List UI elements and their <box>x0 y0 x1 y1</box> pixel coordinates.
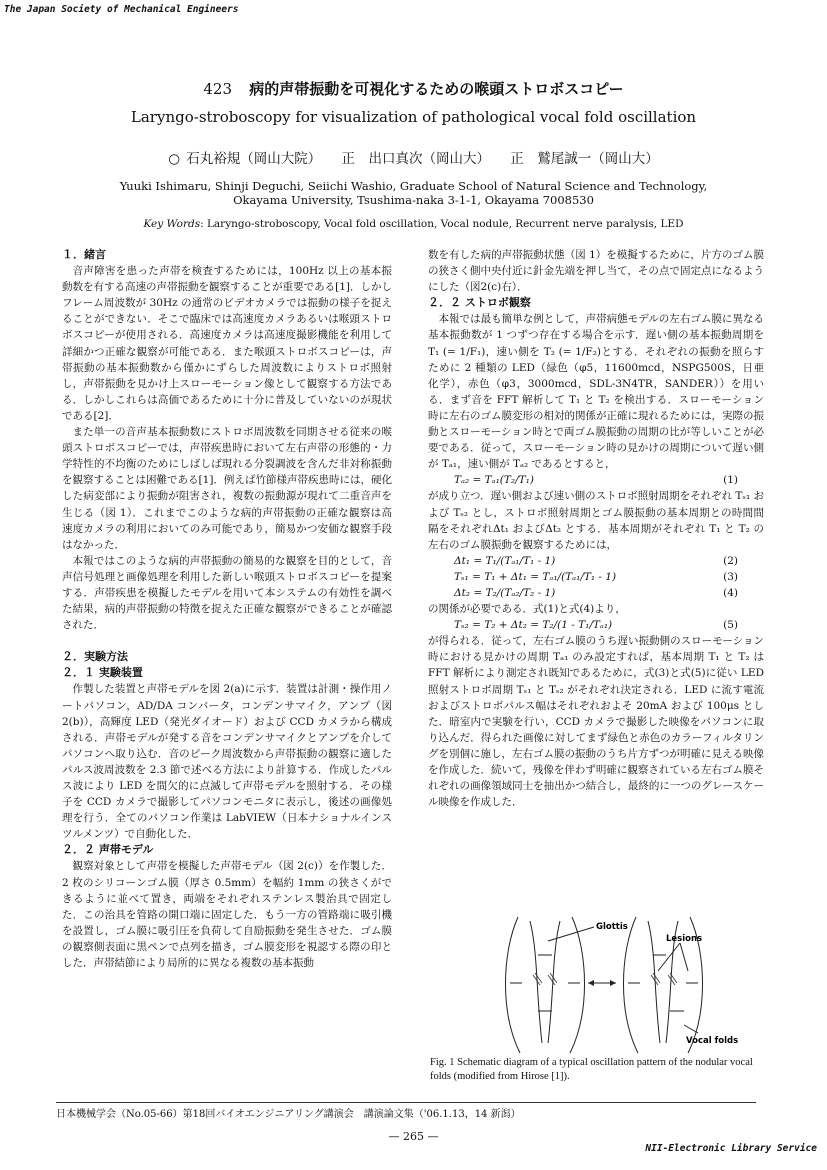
authors-japanese: ○ 石丸裕規（岡山大院） 正 出口真次（岡山大） 正 鷲尾誠一（岡山大） <box>168 151 659 167</box>
equation-2 <box>428 553 764 569</box>
equation-5 <box>428 617 764 633</box>
keywords-label: Key Words <box>143 218 201 230</box>
paragraph: 本報ではこのような病的声帯振動の簡易的な観察を目的として，音声信号処理と画像処理を利用した新しい喉頭ストロボスコピーを提案する．声帯疾患を模擬したモデルを用いて本システムの有効性を調べた結果，病的声帯振動の特徴を捉えた正確な観察ができることが確認された． <box>62 554 392 632</box>
paragraph: が得られる．従って，左右ゴム膜のうち遅い振動側のスローモーション時における見かけの周期 Tₐ₁ のみ設定すれば，基本周期 T₁ と T₂ は FFT 解析により測定され既知であるために，式(3)と式(5)に従い LED 照射ストロボ周期 Tₛ₁ と Tₛ₂ がそれぞれ決定される．LED に流す電流およびストロボパルス幅はそれぞれおよそ 20mA および 100μs とした．暗室内で実験を行い，CCD カメラで撮影した映像をパソコンに取り込んだ．得られた画像に対してまず緑色と赤色のカラーフィルタリングを別個に施し，左右ゴム膜の振動のうち片方ずつが明確に見える映像を作成した．続いて，残像を伴わず明確に観察されている左右ゴム膜それぞれの画像領域同士を抽出かつ結合し，最終的に一つのグレースケール映像を作成した． <box>428 635 764 809</box>
subsection-strobe-heading: ２．２ ストロボ観察 <box>428 296 531 310</box>
paper-number: 423 <box>203 80 232 98</box>
equation-text: Tₛ₂ = T₂ + Δt₂ = T₂/(1 - T₁/Tₐ₁) <box>454 619 613 632</box>
subsection-model-heading: ２．２ 声帯モデル <box>62 843 154 857</box>
conference-footer: 日本機械学会（No.05-66）第18回バイオエンジニアリング講演会 講演論文集（'06.1.13，14 新潟） <box>56 1102 756 1120</box>
keywords-text: : Laryngo-stroboscopy, Vocal fold oscillation, Vocal nodule, Recurrent nerve paralysis, LED <box>200 218 684 230</box>
authors-english <box>0 179 827 207</box>
paragraph: の関係が必要である．式(1)と式(4)より， <box>428 603 626 616</box>
subsection-apparatus-heading: ２．１ 実験装置 <box>62 666 143 680</box>
paragraph: また単一の音声基本振動数にストロボ周波数を同期させる従来の喉頭ストロボスコピーでは，声帯疾患時において左右声帯の形態的・力学特性的不均衡のためにしばしば現れる分裂調波を含んだ非対称振動を観察することは困難である[1]．例えば竹節様声帯疾患時には，硬化した病変部により振動が阻害され，複数の振動源が現れて二重音声を生じる（図 1）．これまでこのような病的声帯振動の正確な観察は高速度カメラの利用においてのみ可能であり，簡易かつ安価な観察手段はなかった． <box>62 426 392 551</box>
label-vocal-folds: Vocal folds <box>686 1036 739 1046</box>
equation-number: (4) <box>723 586 738 599</box>
authors-en-line-2: Okayama University, Tsushima-naka 3-1-1, Okayama 7008530 <box>233 193 594 207</box>
paragraph: 音声障害を患った声帯を検査するためには，100Hz 以上の基本振動数を有する高速の声帯振動を観察することが重要である[1]．しかしフレーム周波数が 30Hz の通常のビデオカメラでは振動の様子を捉えることができない．そこで臨床では高速度カメラあるいは喉頭ストロボスコピーが使用される．高速度カメラは高速度撮影機能を利用して詳細かつ正確な観察が可能である．また喉頭ストロボスコピーは，声帯振動の基本振動数から僅かにずらした周波数によりストロボ照射し，声帯振動を見かけ上スローモーション像として観察する方法である．しかしこれらは高価であるために十分に普及していないのが現状である[2]． <box>62 265 392 422</box>
equation-3 <box>428 569 764 585</box>
keywords <box>0 218 827 230</box>
right-column <box>428 247 764 810</box>
title-japanese <box>0 78 827 99</box>
equation-number: (1) <box>723 474 738 487</box>
title-english: Laryngo-stroboscopy for visualization of pathological vocal fold oscillation <box>130 108 697 126</box>
left-fold-inner-left <box>530 921 542 1043</box>
equation-number: (5) <box>723 619 738 632</box>
journal-header: The Japan Society of Mechanical Engineers <box>4 4 239 15</box>
paragraph: 本報では最も簡単な例として，声帯病態モデルの左右ゴム膜に異なる基本振動数が 1 つずつ存在する場合を示す．遅い側の基本振動周期を T₁ (= 1/F₁)，速い側を T₂ (= 1/F₂)とする．それぞれの振動を照らすために 2 種類の LED（緑色（φ5，11600mcd，NSPG500S，日亜化学），赤色（φ3，3000mcd，SDL-3N4TR，SANDER））を用いる．まず音を FFT 解析して T₁ と T₂ を検出する．スローモーション時に左右のゴム膜変形の相対的関係が正確に現れるためには，実際の振動とスローモーション時とで両ゴム膜振動の周期の比が等しいことが必要である．従って，スローモーション時の見かけの周期について遅い側が Tₐ₁，速い側が Tₐ₂ であるとすると， <box>428 313 764 471</box>
left-fold-outer-left <box>506 917 521 1053</box>
equation-text: Δt₂ = T₂/(Tₐ₂/T₂ - 1) <box>454 586 556 599</box>
page-number: — 265 — <box>388 1130 439 1143</box>
equation-text: Tₐ₂ = Tₐ₁(T₂/T₁) <box>454 474 534 487</box>
paragraph: が成り立つ．遅い側および速い側のストロボ照射周期をそれぞれ Tₛ₁ および Tₛ₂ とし，ストロボ照射周期とゴム膜振動の基本周期との時間間隔をそれぞれΔt₁ およびΔt₂ とする．基本周期がそれぞれ T₁ と T₂ の左右のゴム膜振動を観察するためには， <box>428 490 765 551</box>
title-ja-text: 病的声帯振動を可視化するための喉頭ストロボスコピー <box>249 80 624 98</box>
equation-number: (2) <box>723 554 738 567</box>
equation-number: (3) <box>723 570 738 583</box>
section-introduction-heading: １．緒言 <box>62 248 106 261</box>
equation-4 <box>428 585 764 601</box>
figure-vocal-fold-diagram <box>488 913 743 1056</box>
left-fold-outer-right <box>570 917 585 1053</box>
right-fold-inner-left <box>648 921 660 1043</box>
equation-text: Tₛ₁ = T₁ + Δt₁ = Tₐ₁/(Tₐ₁/T₁ - 1) <box>454 570 617 583</box>
authors-en-line-1: Yuuki Ishimaru, Shinji Deguchi, Seiichi Washio, Graduate School of Natural Science and Technology, <box>119 179 708 193</box>
label-glottis: Glottis <box>596 922 628 932</box>
left-column <box>62 247 392 971</box>
paragraph: 作製した装置と声帯モデルを図 2(a)に示す．装置は計測・操作用ノートパソコン，AD/DA コンバータ，コンデンサマイク，アンプ（図 2(b)），高輝度 LED（発光ダイオード）および CCD カメラから構成される．声帯モデルが発する音をコンデンサマイクとアンプを介してパソコンへ取り込む．音のピーク周波数から声帯振動の観察に適したパルス波周波数を 2.3 節で述べる方法により計算する．作成したパルス波により LED を間欠的に点滅して声帯モデルを照射する．その様子を CCD カメラで撮影してパソコンモニタに表示し，後述の画像処理を行う．全てのパソコン作業は LabVIEW（日本ナショナルインスツルメンツ）で自動化した． <box>62 683 392 841</box>
library-service-footer: NII-Electronic Library Service <box>645 1143 817 1154</box>
equation-1 <box>428 472 764 488</box>
equation-text: Δt₁ = T₁/(Tₐ₁/T₁ - 1) <box>454 554 556 567</box>
figure-caption: Fig. 1 Schematic diagram of a typical oscillation pattern of the nodular vocal folds (modified from Hirose [1]). <box>430 1057 753 1082</box>
paragraph: 観察対象として声帯を模擬した声帯モデル（図 2(c)）を作製した．2 枚のシリコーンゴム膜（厚さ 0.5mm）を幅約 1mm の狭さくができるように並べて置き，両端をそれぞれステンレス製治具で固定した．この治具を管路の開口端に固定した．もう一方の管路端に吸引機を設置し，ゴム膜に吸引圧を負荷して自励振動を発生させた．ゴム膜の観察側表面に黒ペンで点列を描き，ゴム膜変形を視認する際の印とした．声帯結節により局所的に異なる複数の基本振動 <box>62 860 392 970</box>
section-methods-heading: ２．実験方法 <box>62 650 128 664</box>
label-lesions: Lesions <box>666 934 703 944</box>
right-fold-outer-left <box>624 917 639 1053</box>
paragraph: 数を有した病的声帯振動状態（図 1）を模擬するために，片方のゴム膜の狭さく側中央付近に針金先端を押し当て，その点で固定点になるようにした（図2(c)右）． <box>428 249 764 294</box>
